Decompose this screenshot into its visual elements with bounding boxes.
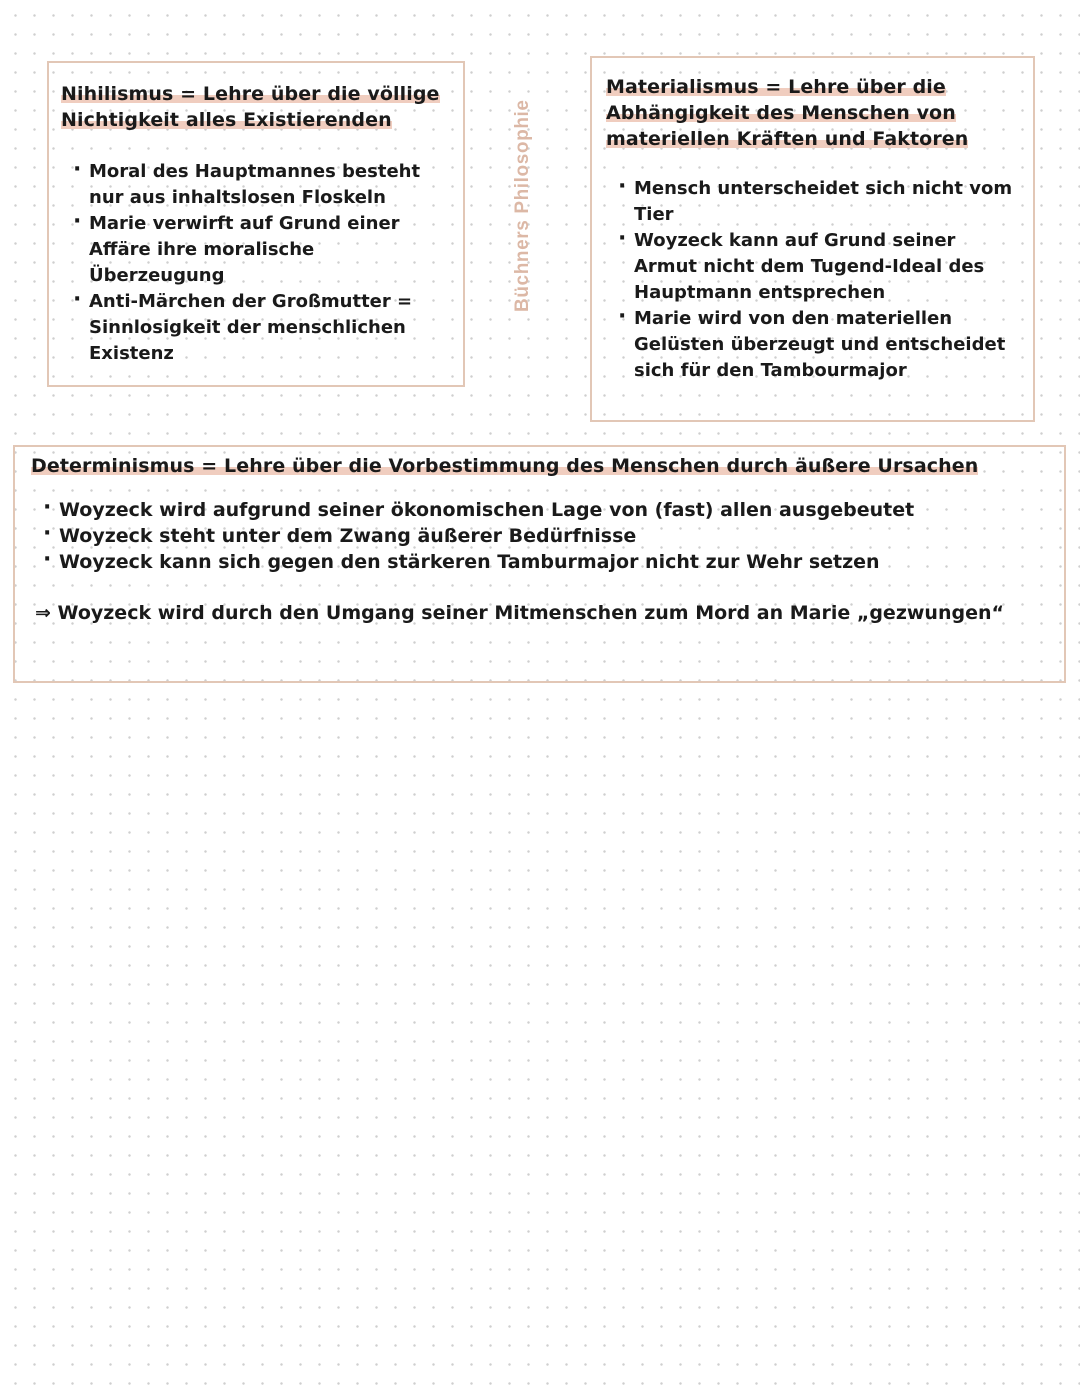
determinismus-conclusion: ⇒ Woyzeck wird durch den Umgang seiner Mitmenschen zum Mord an Marie „gezwungen“ [35, 602, 1004, 624]
list-item: · Woyzeck steht unter dem Zwang äußerer Bedürfnisse [37, 523, 1050, 549]
list-item: · Woyzeck wird aufgrund seiner ökonomischen Lage von (fast) allen ausgebeutet [37, 497, 1050, 523]
side-title: Büchners Philosophie [512, 99, 533, 312]
list-item: · Marie verwirft auf Grund einer Affäre ihre moralische Überzeugung [67, 211, 449, 289]
materialismus-points [612, 176, 1023, 384]
list-item: · Woyzeck kann sich gegen den stärkeren Tamburmajor nicht zur Wehr setzen [37, 549, 1050, 575]
list-item: · Anti-Märchen der Großmutter = Sinnlosigkeit der menschlichen Existenz [67, 289, 449, 367]
materialismus-card [590, 56, 1035, 422]
nihilismus-points [67, 159, 449, 367]
nihilismus-card [47, 61, 465, 387]
materialismus-definition: Materialismus = Lehre über die Abhängigkeit des Menschen von materiellen Kräften und Faktoren [606, 76, 969, 150]
determinismus-card [13, 445, 1066, 683]
nihilismus-definition: Nihilismus = Lehre über die völlige Nichtigkeit alles Existierenden [61, 83, 440, 131]
determinismus-points [37, 497, 1050, 575]
list-item: · Marie wird von den materiellen Gelüsten überzeugt und entscheidet sich für den Tambourmajor [612, 306, 1023, 384]
list-item: · Woyzeck kann auf Grund seiner Armut nicht dem Tugend-Ideal des Hauptmann entsprechen [612, 228, 1023, 306]
list-item: · Mensch unterscheidet sich nicht vom Tier [612, 176, 1023, 228]
determinismus-definition: Determinismus = Lehre über die Vorbestimmung des Menschen durch äußere Ursachen [31, 455, 979, 477]
list-item: · Moral des Hauptmannes besteht nur aus inhaltslosen Floskeln [67, 159, 449, 211]
